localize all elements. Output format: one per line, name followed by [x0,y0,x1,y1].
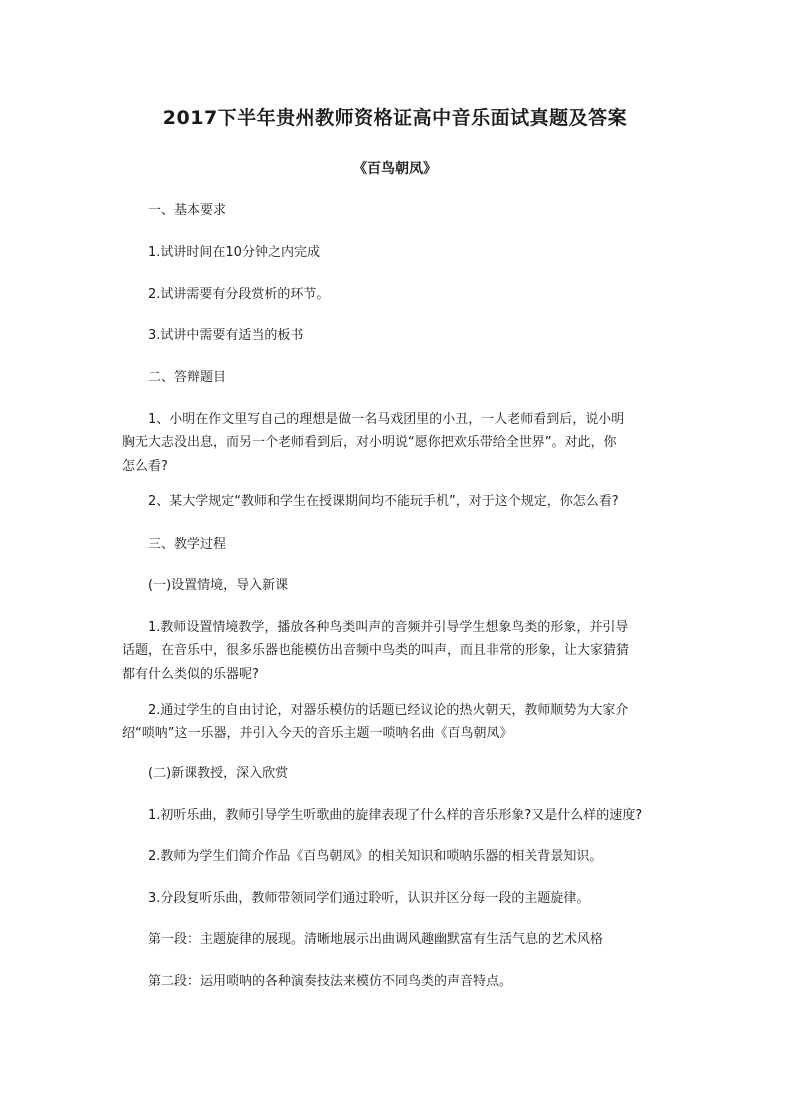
lesson-segment-2: 第二段：运用唢呐的各种演奏技法来模仿不同鸟类的声音特点。 [148,974,513,989]
requirement-item-1: 1.试讲时间在10分钟之内完成 [148,245,320,260]
section-heading-teaching-process: 三、教学过程 [148,537,227,552]
question-1-line-2: 胸无大志没出息，而另一个老师看到后，对小明说“愿你把欢乐带给全世界”。对此，你 [122,435,617,450]
question-1-line-3: 怎么看? [122,459,168,474]
lesson-item-1: 1.初听乐曲，教师引导学生听歌曲的旋律表现了什么样的音乐形象?又是什么样的速度? [148,808,643,823]
intro-item-1 [148,616,668,640]
intro-item-1-line-3: 都有什么类似的乐器呢? [122,667,259,682]
intro-item-2-line-1: 2.通过学生的自由讨论，对器乐模仿的话题已经议论的热火朝天，教师顺势为大家介 [148,703,629,718]
intro-item-1-line-1: 1.教师设置情境教学，播放各种鸟类叫声的音频并引导学生想象鸟类的形象，并引导 [148,620,629,635]
document-subtitle: 《百鸟朝凤》 [353,161,437,177]
question-1-line-1: 1、小明在作文里写自己的理想是做一名马戏团里的小丑，一人老师看到后，说小明 [148,412,625,427]
intro-item-2-line-2: 绍“唢呐”这一乐器，并引入今天的音乐主题一唢呐名曲《百鸟朝凤》 [122,726,513,741]
lesson-item-3: 3.分段复听乐曲，教师带领同学们通过聆听，认识并区分每一段的主题旋律。 [148,891,590,906]
lesson-segment-1: 第一段：主题旋律的展现。清晰地展示出曲调风趣幽默富有生活气息的艺术风格 [148,932,604,947]
subsection-heading-introduction: (一)设置情境，导入新课 [148,578,289,593]
intro-item-1-line-2: 话题，在音乐中，很多乐器也能模仿出音频中鸟类的叫声，而且非常的形象，让大家猜猜 [122,643,630,658]
intro-item-1-cont [122,639,642,687]
intro-item-2 [148,699,668,723]
section-heading-basic-requirements: 一、基本要求 [148,203,227,218]
intro-item-2-cont [122,722,642,746]
requirement-item-2: 2.试讲需要有分段赏析的环节。 [148,287,330,302]
defense-question-1-cont [122,431,642,479]
defense-question-2: 2、某大学规定“教师和学生在授课期间均不能玩手机”，对于这个规定，你怎么看? [148,494,619,509]
document-title: 2017下半年贵州教师资格证高中音乐面试真题及答案 [162,107,628,129]
subsection-heading-new-lesson: (二)新课教授，深入欣赏 [148,766,289,781]
section-heading-defense-questions: 二、答辩题目 [148,370,227,385]
defense-question-1 [148,408,668,432]
requirement-item-3: 3.试讲中需要有适当的板书 [148,328,304,343]
lesson-item-2: 2.教师为学生们简介作品《百鸟朝凤》的相关知识和唢呐乐器的相关背景知识。 [148,849,603,864]
